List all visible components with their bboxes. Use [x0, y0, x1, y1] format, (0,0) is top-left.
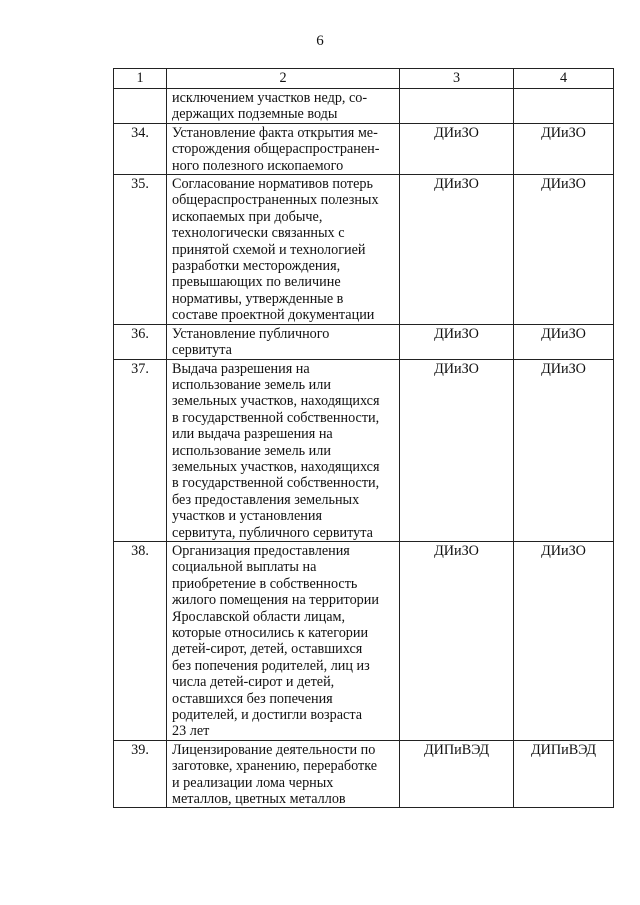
- row-number: [114, 89, 167, 124]
- row-number: 36.: [114, 324, 167, 359]
- page-number: 6: [316, 33, 324, 49]
- row-col4: ДИиЗО: [514, 541, 614, 740]
- row-description: Установление факта открытия ме- сторождения общераспространен- ного полезного ископаемого: [167, 123, 400, 174]
- row-col4: [514, 89, 614, 124]
- row-col3: ДИиЗО: [400, 123, 514, 174]
- header-cell-2: 2: [167, 69, 400, 89]
- header-cell-4: 4: [514, 69, 614, 89]
- header-cell-1: 1: [114, 69, 167, 89]
- row-col3: ДИПиВЭД: [400, 740, 514, 808]
- row-col3: ДИиЗО: [400, 359, 514, 541]
- table-row: [114, 740, 614, 808]
- table-row: [114, 541, 614, 740]
- table-row: [114, 123, 614, 174]
- table-row: [114, 324, 614, 359]
- header-cell-3: 3: [400, 69, 514, 89]
- row-col3: ДИиЗО: [400, 541, 514, 740]
- table-row: [114, 359, 614, 541]
- row-number: 34.: [114, 123, 167, 174]
- row-description: Лицензирование деятельности по заготовке, хранению, переработке и реализации лома черных металлов, цветных металлов: [167, 740, 400, 808]
- row-number: 35.: [114, 175, 167, 325]
- row-col3: [400, 89, 514, 124]
- row-col4: ДИПиВЭД: [514, 740, 614, 808]
- row-col3: ДИиЗО: [400, 175, 514, 325]
- row-col4: ДИиЗО: [514, 123, 614, 174]
- table-header-row: [114, 69, 614, 89]
- row-col4: ДИиЗО: [514, 359, 614, 541]
- row-col4: ДИиЗО: [514, 324, 614, 359]
- row-col3: ДИиЗО: [400, 324, 514, 359]
- table-row: [114, 89, 614, 124]
- row-col4: ДИиЗО: [514, 175, 614, 325]
- row-description: Установление публичного сервитута: [167, 324, 400, 359]
- row-number: 39.: [114, 740, 167, 808]
- row-number: 37.: [114, 359, 167, 541]
- row-description: Выдача разрешения на использование земель или земельных участков, находящихся в государственной собственности, или выдача разрешения на использование земель или земельных участков, находящихся в государственной собственности, без предоставления земельных участков и установления сервитута, публичного сервитута: [167, 359, 400, 541]
- procedures-table: [113, 68, 614, 808]
- row-description: Согласование нормативов потерь общераспространенных полезных ископаемых при добыче, технологически связанных с принятой схемой и технологией разработки месторождения, превышающих по величине нормативы, утвержденные в составе проектной документации: [167, 175, 400, 325]
- table-row: [114, 175, 614, 325]
- row-description: исключением участков недр, со- держащих подземные воды: [167, 89, 400, 124]
- row-number: 38.: [114, 541, 167, 740]
- row-description: Организация предоставления социальной выплаты на приобретение в собственность жилого помещения на территории Ярославской области лицам, которые относились к категории детей-сирот, детей, оставшихся без попечения родителей, лиц из числа детей-сирот и детей, оставшихся без попечения родителей, и достигли возраста 23 лет: [167, 541, 400, 740]
